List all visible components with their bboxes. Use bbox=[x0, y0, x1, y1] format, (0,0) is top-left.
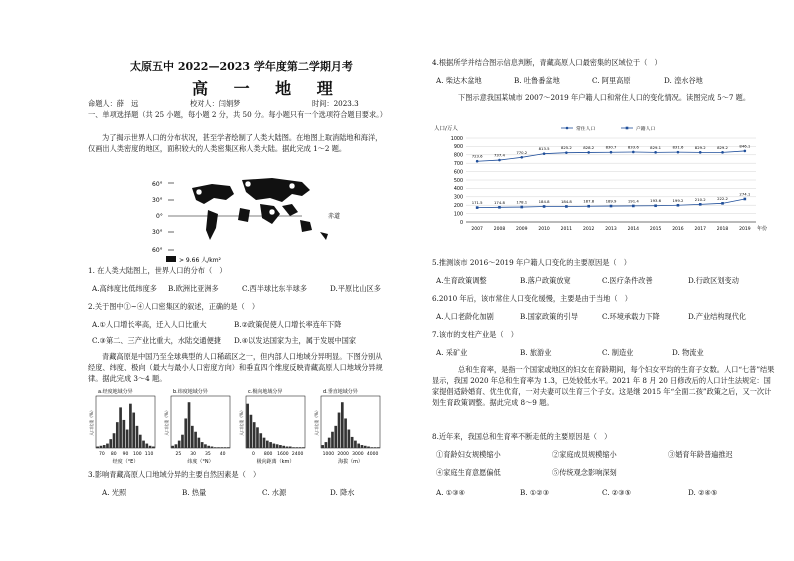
data-label: 178.1 bbox=[516, 199, 528, 205]
panel-bar bbox=[142, 441, 145, 448]
panel-tick: 80 bbox=[110, 452, 117, 457]
data-label: 193.6 bbox=[650, 198, 662, 204]
y-tick-label: 0 bbox=[459, 220, 463, 226]
data-label: 830.7 bbox=[605, 144, 617, 150]
q6-option-d[interactable]: D.产业结构现代化 bbox=[688, 312, 747, 321]
panel-bar bbox=[321, 445, 324, 448]
data-point bbox=[520, 206, 523, 209]
q1-option-c[interactable]: C.西半球比东半球多 bbox=[242, 284, 308, 293]
panel-bar bbox=[201, 442, 204, 448]
y-tick-label: 1000 bbox=[450, 136, 463, 142]
passage-2: 青藏高原是中国乃至全球典型的人口稀疏区之一，但内部人口地域分异明显。下图分别从经度、纬度、极向（最大与最小人口密度方向）和垂直四个维度反映青藏高原人口地域分异规律。据此完成 3～4 题。 bbox=[88, 352, 383, 383]
lat-label: 60° bbox=[152, 181, 163, 188]
data-point bbox=[744, 198, 747, 201]
panel-bar bbox=[149, 446, 152, 448]
q1-option-a[interactable]: A.高纬度比低纬度多 bbox=[92, 284, 157, 293]
data-label: 174.8 bbox=[494, 199, 505, 205]
q8-option-c[interactable]: C. ②③⑤ bbox=[602, 488, 632, 497]
q6-option-a[interactable]: A.人口老龄化加剧 bbox=[436, 312, 494, 321]
x-tick-label: 2016 bbox=[672, 227, 684, 232]
q5-option-b[interactable]: B.落户政策放宽 bbox=[520, 276, 571, 285]
panel-tick: 70 bbox=[99, 452, 105, 457]
panel-title: b.纬度地域分异 bbox=[173, 389, 208, 395]
q2-option-a[interactable]: A.①人口增长率高，迁入人口比重大 bbox=[92, 320, 207, 329]
panel-bar bbox=[348, 430, 351, 448]
panel-bar bbox=[194, 432, 197, 448]
q7-option-a[interactable]: A. 采矿业 bbox=[436, 348, 468, 357]
data-point bbox=[565, 205, 568, 208]
panel-tick: 800 bbox=[263, 452, 273, 457]
q3-option-c[interactable]: C. 水源 bbox=[262, 488, 287, 497]
panel-bar bbox=[100, 446, 103, 448]
x-tick-label: 2009 bbox=[516, 227, 528, 232]
lat-label: 60° bbox=[152, 247, 163, 254]
q7-stem: 7.该市的支柱产业是（ ） bbox=[432, 330, 518, 339]
data-label: 831.6 bbox=[672, 144, 684, 150]
panel-bar bbox=[282, 446, 285, 448]
q2-stem: 2.关于图中①~④人口密集区的叙述，正确的是（ ） bbox=[88, 302, 260, 311]
q7-option-b[interactable]: B. 旅游业 bbox=[520, 348, 552, 357]
panel-bar bbox=[217, 447, 220, 448]
panel-tick: 1600 bbox=[277, 452, 289, 457]
panel-ylabel: 人口比重（%） bbox=[164, 408, 169, 436]
panel-frame bbox=[171, 396, 230, 448]
q8-option-b[interactable]: B. ①②③ bbox=[520, 488, 550, 497]
panel-bar bbox=[246, 404, 249, 448]
panel-bar bbox=[132, 413, 135, 448]
panel-bar bbox=[266, 441, 269, 448]
panel-bar bbox=[178, 441, 181, 448]
panel-ylabel: 人口比重（%） bbox=[89, 408, 94, 436]
data-label: 846.1 bbox=[739, 143, 751, 149]
panel-tick: 25 bbox=[175, 452, 182, 457]
data-point bbox=[677, 151, 680, 154]
data-point bbox=[520, 156, 523, 159]
data-label: 829.1 bbox=[650, 144, 662, 150]
panel-tick: 2000 bbox=[337, 452, 349, 457]
q8-item-5: ⑤传统观念影响深刻 bbox=[552, 468, 617, 477]
q8-item-2: ②家庭成员规模缩小 bbox=[552, 450, 617, 459]
panel-bar bbox=[123, 420, 126, 448]
q3-option-d[interactable]: D. 降水 bbox=[330, 488, 355, 497]
continent-blob bbox=[206, 210, 218, 240]
panel-bar bbox=[354, 441, 357, 448]
panel-ylabel: 人口比重（%） bbox=[314, 408, 319, 436]
data-point bbox=[565, 151, 568, 154]
panel-xlabel: 经度（°E） bbox=[112, 459, 139, 465]
data-label: 737.4 bbox=[494, 152, 505, 158]
q2-option-b[interactable]: B.②政策促使人口增长率连年下降 bbox=[234, 320, 342, 329]
panel-bar bbox=[341, 402, 344, 448]
panel-bar bbox=[289, 447, 292, 448]
data-label: 210.2 bbox=[694, 196, 706, 202]
data-label: 187.8 bbox=[583, 198, 595, 204]
panel-bar bbox=[344, 418, 347, 448]
data-point bbox=[498, 159, 501, 162]
panel-bar bbox=[119, 407, 122, 448]
panel-bar bbox=[227, 447, 230, 448]
panel-bar bbox=[295, 447, 298, 448]
q1-option-b[interactable]: B.欧洲比亚洲多 bbox=[168, 284, 219, 293]
panel-bar bbox=[250, 415, 253, 448]
q7-option-c[interactable]: C. 制造业 bbox=[602, 348, 634, 357]
panel-bar bbox=[292, 447, 295, 448]
q8-item-3: ③婚育年龄普遍推迟 bbox=[668, 450, 733, 459]
data-point bbox=[543, 205, 546, 208]
panel-bar bbox=[175, 444, 178, 448]
q6-option-b[interactable]: B.国家政策的引导 bbox=[520, 312, 578, 321]
panel-bar bbox=[171, 446, 174, 448]
panel-bar bbox=[253, 422, 256, 448]
y-tick-label: 500 bbox=[453, 178, 463, 184]
data-point bbox=[610, 151, 613, 154]
continent-blob bbox=[238, 208, 250, 222]
data-label: 813.5 bbox=[538, 146, 550, 152]
subject-title: 高 一 地 理 bbox=[192, 79, 343, 98]
data-point bbox=[587, 205, 590, 208]
data-label: 829.2 bbox=[694, 144, 706, 150]
panel-bar bbox=[367, 447, 370, 448]
legend-label: > 9.66 人/km² bbox=[179, 257, 221, 264]
q3-option-b[interactable]: B. 热量 bbox=[182, 488, 207, 497]
right-column bbox=[402, 0, 782, 561]
data-point bbox=[632, 151, 635, 154]
panel-bar bbox=[109, 439, 112, 448]
panel-bar bbox=[106, 444, 109, 448]
y-tick-label: 400 bbox=[453, 187, 463, 193]
panel-tick: 0 bbox=[251, 452, 255, 457]
continent-blob bbox=[242, 178, 310, 202]
panel-tick: 110 bbox=[144, 452, 154, 457]
q7-option-d[interactable]: D. 物流业 bbox=[672, 348, 704, 357]
panel-bar bbox=[152, 447, 155, 448]
panel-tick: 1000 bbox=[322, 452, 335, 457]
data-label: 171.5 bbox=[471, 200, 483, 206]
x-tick-label: 2017 bbox=[694, 227, 706, 232]
left-column bbox=[12, 0, 392, 561]
lat-label: 0° bbox=[156, 213, 163, 220]
exam-date: 时间：2023.3 bbox=[312, 99, 359, 108]
population-map bbox=[152, 174, 362, 264]
school-title: 太原五中 2022—2023 学年度第二学期月考 bbox=[130, 60, 353, 73]
q2-option-c[interactable]: C.③第二、三产业比重大，水陆交通便捷 bbox=[92, 336, 221, 345]
panel-bar bbox=[279, 445, 282, 448]
x-tick-label: 2018 bbox=[716, 227, 729, 232]
panel-bar bbox=[207, 446, 210, 448]
continent-blob bbox=[320, 232, 328, 240]
panel-bar bbox=[286, 447, 289, 448]
tibet-charts bbox=[88, 386, 388, 468]
panel-bar bbox=[334, 426, 337, 448]
q5-stem: 5.推测该市 2016～2019 年户籍人口变化的主要原因是（ ） bbox=[432, 258, 631, 267]
y-axis-label: 人口/万人 bbox=[434, 126, 458, 132]
panel-tick: 3000 bbox=[352, 452, 364, 457]
panel-bar bbox=[139, 435, 142, 448]
panel-tick: 30 bbox=[190, 452, 196, 457]
data-label: 833.6 bbox=[627, 144, 639, 150]
legend-marker bbox=[566, 127, 569, 130]
panel-tick: 4000 bbox=[366, 452, 379, 457]
y-tick-label: 800 bbox=[453, 153, 463, 159]
y-tick-label: 200 bbox=[453, 204, 463, 209]
data-label: 825.2 bbox=[560, 145, 572, 151]
data-label: 199.2 bbox=[672, 197, 684, 203]
panel-bar bbox=[113, 433, 116, 448]
panel-bar bbox=[370, 447, 373, 448]
x-axis-label: 年份 bbox=[757, 226, 768, 232]
panel-bar bbox=[269, 442, 272, 448]
legend-label: 户籍人口 bbox=[636, 126, 656, 132]
panel-bar bbox=[204, 444, 207, 448]
panel-xlabel: 极向距离（km） bbox=[256, 459, 295, 465]
panel-bar bbox=[364, 446, 367, 448]
q6-stem: 6.2010 年后，该市常住人口变化缓慢，主要是由于当地（ ） bbox=[432, 294, 632, 303]
panel-bar bbox=[191, 426, 194, 448]
q6-option-c[interactable]: C.环境承载力下降 bbox=[602, 312, 660, 321]
x-tick-label: 2015 bbox=[649, 227, 662, 232]
data-point bbox=[699, 151, 702, 154]
panel-bar bbox=[325, 442, 328, 448]
data-label: 723.6 bbox=[471, 153, 483, 159]
q4-option-a[interactable]: A. 柴达木盆地 bbox=[436, 76, 482, 85]
data-label: 222.2 bbox=[717, 195, 728, 201]
data-label: 191.4 bbox=[627, 198, 639, 204]
data-point bbox=[721, 202, 724, 205]
panel-bar bbox=[116, 422, 119, 448]
data-point bbox=[654, 204, 657, 207]
panel-bar bbox=[259, 433, 262, 448]
panel-bar bbox=[357, 444, 360, 448]
panel-bar bbox=[224, 447, 227, 448]
panel-bar bbox=[374, 447, 377, 448]
data-point bbox=[677, 204, 680, 207]
population-line-chart bbox=[432, 120, 777, 242]
panel-bar bbox=[220, 447, 223, 448]
passage-3: 下图示意我国某城市 2007～2019 年户籍人口和常住人口的变化情况。读图完成 5～7 题。 bbox=[458, 93, 751, 102]
panel-bar bbox=[126, 430, 129, 448]
data-point bbox=[610, 205, 613, 208]
q4-stem: 4.根据所学并结合图示信息判断，青藏高原人口最密集的区域位于（ ） bbox=[432, 58, 662, 67]
data-label: 274.1 bbox=[739, 191, 751, 197]
data-label: 189.9 bbox=[605, 198, 617, 204]
panel-tick: 90 bbox=[122, 452, 129, 457]
legend-label: 常住人口 bbox=[576, 126, 596, 132]
panel-bar bbox=[256, 427, 259, 448]
panel-bar bbox=[214, 447, 217, 448]
panel-bar bbox=[299, 447, 302, 448]
data-label: 184.8 bbox=[560, 198, 572, 204]
panel-tick: 2400 bbox=[291, 452, 304, 457]
data-point bbox=[587, 151, 590, 154]
panel-title: a.经度地域分异 bbox=[98, 389, 133, 395]
data-point bbox=[699, 203, 702, 206]
setter: 命题人：薛 远 bbox=[88, 99, 139, 108]
x-tick-label: 2010 bbox=[538, 227, 550, 232]
panel-bar bbox=[263, 438, 266, 448]
panel-bar bbox=[184, 418, 187, 448]
panel-bar bbox=[136, 426, 139, 448]
data-point bbox=[476, 206, 479, 209]
y-tick-label: 900 bbox=[453, 145, 463, 151]
panel-title: c.极向地域分异 bbox=[248, 389, 283, 395]
data-point bbox=[744, 150, 747, 153]
data-label: 828.2 bbox=[583, 144, 595, 150]
q8-option-d[interactable]: D. ②④⑤ bbox=[688, 488, 718, 497]
checker: 校对人：闫娟梦 bbox=[190, 99, 241, 108]
panel-bar bbox=[338, 413, 341, 448]
data-point bbox=[498, 206, 501, 209]
q4-option-c[interactable]: C. 阿里高原 bbox=[592, 76, 631, 85]
panel-bar bbox=[377, 447, 380, 448]
continent-blob bbox=[300, 220, 312, 232]
x-tick-label: 2014 bbox=[627, 227, 640, 232]
panel-tick: 35 bbox=[205, 452, 211, 457]
panel-bar bbox=[198, 438, 201, 448]
y-tick-label: 700 bbox=[453, 162, 463, 167]
lat-label: 30° bbox=[152, 197, 163, 204]
panel-xlabel: 海拔（m） bbox=[338, 459, 363, 465]
data-label: 829.2 bbox=[717, 144, 728, 150]
panel-bar bbox=[351, 437, 354, 448]
q5-option-c[interactable]: C.医疗条件改善 bbox=[602, 276, 653, 285]
data-point bbox=[632, 205, 635, 208]
passage-1: 为了揭示世界人口的分布状况，甚至学者绘制了人类大陆图。在地图上取消陆地和海洋，仅画出人类密度的地区，面积较大的人类密集区称人类大陆。据此完成 1～2 题。 bbox=[88, 133, 383, 153]
data-point bbox=[721, 151, 724, 154]
q8-item-1: ①育龄妇女规模缩小 bbox=[436, 450, 501, 459]
q1-stem: 1. 在人类大陆图上，世界人口的分布（ ） bbox=[88, 266, 227, 275]
panel-tick: 100 bbox=[133, 452, 142, 457]
q8-option-a[interactable]: A. ①③④ bbox=[436, 488, 466, 497]
panel-bar bbox=[276, 444, 279, 448]
data-point bbox=[476, 160, 479, 163]
legend-marker bbox=[626, 127, 629, 130]
panel-xlabel: 纬度（°N） bbox=[187, 459, 214, 465]
panel-bar bbox=[181, 435, 184, 448]
panel-bar bbox=[188, 402, 191, 448]
section-heading: 一、单项选择题（共 25 小题，每小题 2 分，共 50 分。每小题只有一个选项符合题目要求。） bbox=[88, 110, 387, 119]
x-tick-label: 2019 bbox=[739, 227, 751, 232]
q3-stem: 3.影响青藏高原人口地域分异的主要自然因素是（ ） bbox=[88, 470, 261, 479]
data-label: 770.2 bbox=[516, 149, 528, 155]
panel-bar bbox=[129, 404, 132, 448]
lat-label: 30° bbox=[152, 229, 163, 236]
q5-option-a[interactable]: A.生育政策调整 bbox=[436, 276, 487, 285]
panel-title: d.垂直地域分异 bbox=[323, 389, 358, 395]
q5-option-d[interactable]: D.行政区划变动 bbox=[688, 276, 739, 285]
panel-bar bbox=[145, 444, 148, 448]
continent-blob bbox=[282, 204, 298, 216]
panel-bar bbox=[211, 447, 214, 448]
q3-option-a[interactable]: A. 光照 bbox=[102, 488, 127, 497]
equator-label: 赤道 bbox=[328, 213, 341, 220]
q8-item-4: ④家庭生育意愿偏低 bbox=[436, 468, 501, 477]
panel-bar bbox=[96, 447, 99, 448]
y-tick-label: 300 bbox=[453, 195, 463, 201]
panel-bar bbox=[103, 445, 106, 448]
panel-bar bbox=[328, 438, 331, 448]
q4-option-b[interactable]: B. 吐鲁番盆地 bbox=[514, 76, 560, 85]
data-point bbox=[543, 152, 546, 155]
x-tick-label: 2008 bbox=[493, 227, 506, 232]
y-tick-label: 100 bbox=[453, 212, 463, 218]
x-tick-label: 2011 bbox=[560, 227, 573, 232]
panel-tick: 40 bbox=[219, 452, 226, 457]
data-point bbox=[654, 151, 657, 154]
passage-4: 总和生育率，是指一个国家或地区的妇女在育龄期间，每个妇女平均的生育子女数。人口“七普”结果显示，我国 2020 年总和生育率为 1.3，已处较低水平。2021 年 8 月 20 日修改后的人口计生法规定：国家提倡适龄婚育、优生优育，一对夫妻可以生育三个子女。这是继 2015 年“全面二孩”政策之后，又一次计划生育政策调整。据此完成 8～9 题。 bbox=[432, 365, 775, 407]
q1-option-d[interactable]: D.平原比山区多 bbox=[330, 284, 381, 293]
panel-bar bbox=[273, 444, 276, 448]
panel-frame bbox=[96, 396, 155, 448]
y-tick-label: 600 bbox=[453, 170, 463, 176]
panel-bar bbox=[361, 445, 364, 448]
q2-option-d[interactable]: D.④以发达国家为主，属于发展中国家 bbox=[234, 336, 357, 345]
x-tick-label: 2007 bbox=[471, 227, 483, 232]
panel-bar bbox=[302, 447, 305, 448]
panel-ylabel: 人口比重（%） bbox=[239, 408, 244, 436]
data-label: 184.8 bbox=[538, 198, 550, 204]
panel-bar bbox=[331, 432, 334, 448]
x-tick-label: 2013 bbox=[605, 227, 617, 232]
q4-option-d[interactable]: D. 湟水谷地 bbox=[664, 76, 703, 85]
q8-stem: 8.近年来，我国总和生育率不断走低的主要原因是（ ） bbox=[432, 432, 612, 441]
x-tick-label: 2012 bbox=[582, 227, 595, 232]
legend-swatch bbox=[166, 256, 176, 262]
